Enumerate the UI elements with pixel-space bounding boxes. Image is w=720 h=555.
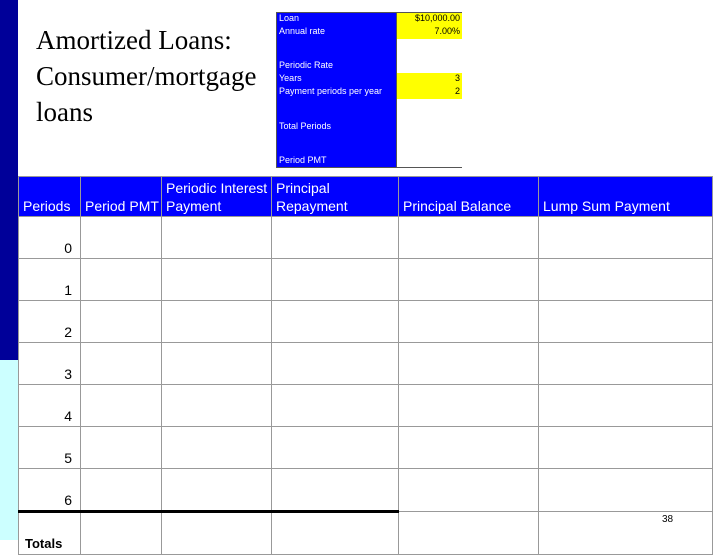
period-number: 2 [19, 301, 81, 343]
column-header: Lump Sum Payment [539, 177, 713, 217]
interest-cell[interactable] [162, 385, 272, 427]
balance-cell[interactable] [399, 217, 539, 259]
period-number: 1 [19, 259, 81, 301]
payment-periods-value[interactable]: 2 [396, 86, 462, 99]
period-number: 6 [19, 469, 81, 512]
table-row [19, 301, 713, 343]
total-interest-cell[interactable] [162, 512, 272, 555]
page-number: 38 [662, 514, 674, 525]
column-header: Period PMT [81, 177, 162, 217]
principal-cell[interactable] [272, 217, 399, 259]
totals-blank-cell [399, 512, 539, 555]
total-periods-label: Total Periods [277, 99, 396, 133]
table-row [19, 259, 713, 301]
principal-cell[interactable] [272, 469, 399, 512]
lump-sum-cell[interactable] [539, 343, 713, 385]
table-row [19, 343, 713, 385]
periodic-rate-value [396, 39, 462, 73]
period-pmt-cell[interactable] [81, 427, 162, 469]
lump-sum-cell[interactable] [539, 217, 713, 259]
interest-cell[interactable] [162, 343, 272, 385]
lump-sum-cell[interactable] [539, 427, 713, 469]
annual-rate-label: Annual rate [277, 26, 396, 39]
lump-sum-cell[interactable] [539, 469, 713, 512]
loan-inputs-panel [276, 12, 462, 168]
loan-value[interactable]: $10,000.00 [396, 13, 462, 26]
period-number: 0 [19, 217, 81, 259]
table-row [19, 385, 713, 427]
period-pmt-cell[interactable] [81, 301, 162, 343]
period-pmt-label: Period PMT [277, 133, 396, 167]
interest-cell[interactable] [162, 259, 272, 301]
principal-cell[interactable] [272, 259, 399, 301]
table-row [19, 217, 713, 259]
period-pmt-cell[interactable] [81, 217, 162, 259]
principal-cell[interactable] [272, 343, 399, 385]
principal-cell[interactable] [272, 385, 399, 427]
period-number: 4 [19, 385, 81, 427]
lump-sum-cell[interactable] [539, 259, 713, 301]
balance-cell[interactable] [399, 427, 539, 469]
years-value[interactable]: 3 [396, 73, 462, 86]
column-header: Periods [19, 177, 81, 217]
annual-rate-value[interactable]: 7.00% [396, 26, 462, 39]
interest-cell[interactable] [162, 301, 272, 343]
lump-sum-cell[interactable] [539, 301, 713, 343]
lump-sum-cell[interactable] [539, 385, 713, 427]
amortization-table [18, 176, 713, 555]
period-pmt-cell[interactable] [81, 385, 162, 427]
principal-cell[interactable] [272, 427, 399, 469]
totals-row [19, 512, 713, 555]
total-periods-value [396, 99, 462, 133]
balance-cell[interactable] [399, 259, 539, 301]
period-pmt-cell[interactable] [81, 469, 162, 512]
loan-label: Loan [277, 13, 396, 26]
periodic-rate-label: Periodic Rate [277, 39, 396, 73]
period-pmt-value [396, 133, 462, 167]
interest-cell[interactable] [162, 217, 272, 259]
totals-blank-cell [539, 512, 713, 555]
total-principal-cell[interactable] [272, 512, 399, 555]
payment-periods-label: Payment periods per year [277, 86, 396, 99]
interest-cell[interactable] [162, 427, 272, 469]
years-label: Years [277, 73, 396, 86]
balance-cell[interactable] [399, 343, 539, 385]
table-row [19, 469, 713, 512]
slide-title: Amortized Loans: Consumer/mortgage loans [36, 25, 257, 127]
column-header: Principal Repayment [272, 177, 399, 217]
period-number: 5 [19, 427, 81, 469]
table-row [19, 427, 713, 469]
principal-cell[interactable] [272, 301, 399, 343]
column-header: Principal Balance [399, 177, 539, 217]
table-header-row [19, 177, 713, 217]
balance-cell[interactable] [399, 301, 539, 343]
balance-cell[interactable] [399, 469, 539, 512]
column-header: Periodic Interest Payment [162, 177, 272, 217]
totals-label: Totals [19, 512, 81, 555]
period-number: 3 [19, 343, 81, 385]
total-pmt-cell[interactable] [81, 512, 162, 555]
slide-accent-bar-light [0, 360, 18, 540]
period-pmt-cell[interactable] [81, 259, 162, 301]
balance-cell[interactable] [399, 385, 539, 427]
slide-accent-bar [0, 0, 18, 360]
interest-cell[interactable] [162, 469, 272, 512]
period-pmt-cell[interactable] [81, 343, 162, 385]
